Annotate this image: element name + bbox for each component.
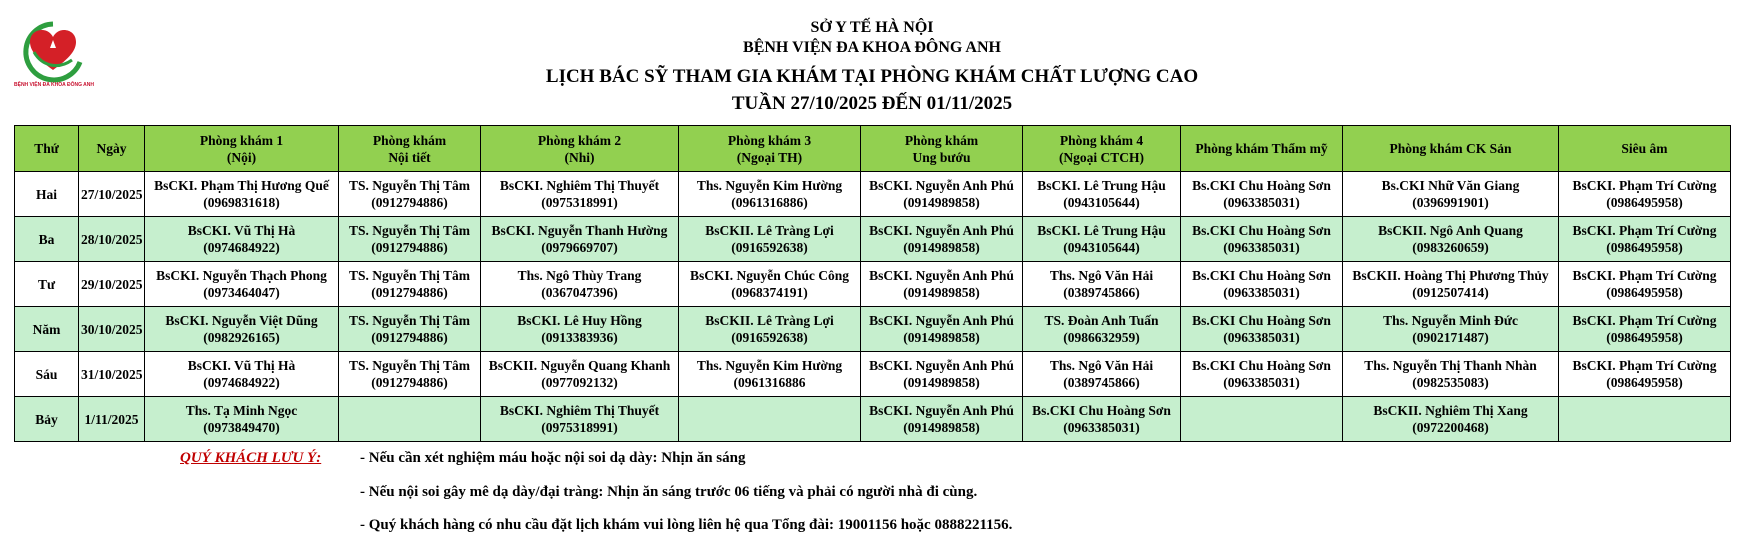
doctor-cell [1023,262,1181,307]
note-line-fasting: - Nếu cần xét nghiệm máu hoặc nội soi dạ dày: Nhịn ăn sáng [360,450,746,466]
weekday-cell: Ba [15,217,79,262]
doctor-cell [1181,172,1343,217]
doctor-cell [1023,352,1181,397]
table-row [15,352,1731,397]
doctor-phone: (0963385031) [1063,420,1140,435]
doctor-name: BsCKI. Nguyễn Việt Dũng [165,313,318,328]
doctor-phone: (0912794886) [371,195,448,210]
doctor-phone: (0963385031) [1223,375,1300,390]
column-header [339,126,481,172]
doctor-cell [1181,217,1343,262]
doctor-cell [1559,172,1731,217]
doctor-phone: (0912794886) [371,285,448,300]
doctor-cell [861,172,1023,217]
department-title: SỞ Y TẾ HÀ NỘI [810,19,934,36]
column-header [79,126,145,172]
doctor-phone: (0902171487) [1412,330,1489,345]
doctor-name: BsCKI. Nghiêm Thị Thuyết [499,403,660,418]
doctor-name: BsCKI. Nghiêm Thị Thuyết [499,178,660,193]
schedule-title: LỊCH BÁC SỸ THAM GIA KHÁM TẠI PHÒNG KHÁM CHẤT LƯỢNG CAO [545,66,1199,87]
doctor-cell [1559,262,1731,307]
doctor-name: BsCKI. Phạm Trí Cường [1572,268,1717,283]
column-header-title: Phòng khám CK Sản [1389,141,1512,156]
doctor-phone: (0982535083) [1412,375,1489,390]
doctor-name: Ths. Ngô Thùy Trang [517,268,642,283]
doctor-phone: (0986495958) [1606,330,1683,345]
doctor-phone: (0986632959) [1063,330,1140,345]
doctor-name: BsCKI. Phạm Thị Hương Quế [154,178,329,193]
column-header-title: Phòng khám 4 [1059,132,1144,148]
doctor-name: Ths. Nguyễn Kim Hường [696,358,843,373]
doctor-phone: (0969831618) [203,195,280,210]
doctor-phone: (0983260659) [1412,240,1489,255]
column-header-title: Phòng khám 2 [537,132,622,148]
doctor-name: BsCKI. Nguyễn Anh Phú [869,268,1014,283]
doctor-cell [145,172,339,217]
doctor-cell [861,217,1023,262]
doctor-cell [861,397,1023,442]
doctor-phone: (0973849470) [203,420,280,435]
doctor-name: BsCKI. Lê Trung Hậu [1037,223,1166,238]
column-header [1559,126,1731,172]
doctor-phone: (0961316886) [731,195,808,210]
doctor-name: Ths. Nguyễn Kim Hường [696,178,843,193]
doctor-cell [145,262,339,307]
column-header [1343,126,1559,172]
doctor-phone: (0914989858) [903,195,980,210]
table-row [15,262,1731,307]
doctor-schedule-table [14,125,1731,442]
doctor-phone: (0912794886) [371,330,448,345]
doctor-cell [679,307,861,352]
table-row [15,397,1731,442]
doctor-cell [339,172,481,217]
doctor-phone: (0389745866) [1063,285,1140,300]
doctor-cell [1023,217,1181,262]
column-header-title: Thứ [34,141,59,156]
doctor-cell [339,262,481,307]
weekday-cell: Sáu [15,352,79,397]
doctor-name: TS. Nguyễn Thị Tâm [348,223,471,238]
doctor-phone: (0912794886) [371,240,448,255]
table-header-row [15,126,1731,172]
column-header-subtitle: Ung bướu [912,149,971,165]
date-cell: 31/10/2025 [79,352,145,397]
doctor-cell [1343,397,1559,442]
column-header-title: Phòng khám 1 [199,132,284,148]
doctor-name: Bs.CKI Chu Hoàng Sơn [1192,268,1331,283]
doctor-cell [861,307,1023,352]
doctor-phone: (0968374191) [731,285,808,300]
doctor-phone: (0979669707) [541,240,618,255]
week-range: TUẦN 27/10/2025 ĐẾN 01/11/2025 [731,93,1013,114]
doctor-name: BsCKI. Nguyễn Chúc Công [689,268,850,283]
column-header [145,126,339,172]
doctor-name: TS. Đoàn Anh Tuấn [1044,313,1159,328]
doctor-cell [861,262,1023,307]
doctor-cell [679,217,861,262]
doctor-cell [861,352,1023,397]
doctor-phone: (0963385031) [1223,285,1300,300]
doctor-name: BsCKI. Vũ Thị Hà [187,223,296,238]
doctor-name: BsCKI. Lê Huy Hồng [517,313,642,328]
doctor-phone: (0916592638) [731,330,808,345]
doctor-cell [481,307,679,352]
doctor-phone: (0972200468) [1412,420,1489,435]
doctor-name: BsCKI. Lê Trung Hậu [1037,178,1166,193]
doctor-cell [481,397,679,442]
column-header-title: Phòng khám [904,132,979,148]
doctor-cell [1343,352,1559,397]
doctor-cell [679,397,861,442]
doctor-cell [1343,307,1559,352]
doctor-phone: (0914989858) [903,420,980,435]
doctor-phone: (0975318991) [541,420,618,435]
doctor-name: Ths. Ngô Văn Hải [1049,358,1154,373]
doctor-cell [339,352,481,397]
doctor-phone: (0396991901) [1412,195,1489,210]
column-header-subtitle: (Nhi) [564,149,595,165]
table-body [15,172,1731,442]
column-header-subtitle: (Ngoại TH) [736,149,803,165]
column-header-title: Siêu âm [1621,141,1668,156]
doctor-name: Bs.CKI Chu Hoàng Sơn [1192,178,1331,193]
column-header-title: Phòng khám 3 [727,132,812,148]
doctor-name: BsCKI. Nguyễn Anh Phú [869,313,1014,328]
doctor-phone: (0982926165) [203,330,280,345]
note-line-hotline: - Quý khách hàng có nhu cầu đặt lịch khám vui lòng liên hệ qua Tổng đài: 19001156 hoặc 0888221156. [360,517,1013,533]
doctor-phone: (0914989858) [903,330,980,345]
doctor-cell [481,217,679,262]
doctor-cell [1181,307,1343,352]
column-header-subtitle: (Ngoại CTCH) [1058,149,1145,165]
doctor-name: TS. Nguyễn Thị Tâm [348,358,471,373]
doctor-phone: (0916592638) [731,240,808,255]
date-cell: 30/10/2025 [79,307,145,352]
doctor-cell [1343,217,1559,262]
doctor-cell [145,217,339,262]
note-line-endoscopy: - Nếu nội soi gây mê dạ dày/đại tràng: Nhịn ăn sáng trước 06 tiếng và phải có người nhà đi cùng. [360,484,978,500]
doctor-name: BsCKII. Ngô Anh Quang [1378,223,1523,238]
doctor-name: BsCKI. Nguyễn Anh Phú [869,358,1014,373]
doctor-cell [339,397,481,442]
doctor-phone: (0963385031) [1223,240,1300,255]
doctor-phone: (0963385031) [1223,330,1300,345]
doctor-cell [145,307,339,352]
doctor-cell [1343,262,1559,307]
doctor-phone: (0914989858) [903,240,980,255]
doctor-name: Ths. Tạ Minh Ngọc [185,403,298,418]
doctor-phone: (0974684922) [203,375,280,390]
doctor-name: BsCKI. Nguyễn Anh Phú [869,403,1014,418]
doctor-phone: (0975318991) [541,195,618,210]
column-header [861,126,1023,172]
doctor-phone: (0914989858) [903,375,980,390]
column-header [481,126,679,172]
doctor-name: BsCKI. Nguyễn Anh Phú [869,178,1014,193]
doctor-name: BsCKI. Phạm Trí Cường [1572,313,1717,328]
date-cell: 27/10/2025 [79,172,145,217]
doctor-phone: (0912507414) [1412,285,1489,300]
doctor-cell [1559,352,1731,397]
date-cell: 28/10/2025 [79,217,145,262]
table-row [15,307,1731,352]
doctor-cell [1023,397,1181,442]
doctor-name: BsCKII. Hoàng Thị Phương Thủy [1352,268,1549,283]
column-header [679,126,861,172]
date-cell: 29/10/2025 [79,262,145,307]
doctor-name: Bs.CKI Chu Hoàng Sơn [1032,403,1171,418]
doctor-name: BsCKII. Lê Tràng Lợi [705,313,834,328]
doctor-phone: (0912794886) [371,375,448,390]
doctor-name: TS. Nguyễn Thị Tâm [348,313,471,328]
doctor-name: BsCKI. Nguyễn Thanh Hường [491,223,668,238]
doctor-phone: (0963385031) [1223,195,1300,210]
weekday-cell: Hai [15,172,79,217]
doctor-name: BsCKII. Lê Tràng Lợi [705,223,834,238]
column-header-subtitle: (Nội) [226,149,257,165]
column-header-title: Phòng khám [372,132,447,148]
doctor-name: BsCKI. Vũ Thị Hà [187,358,296,373]
table-row [15,172,1731,217]
doctor-phone: (0914989858) [903,285,980,300]
doctor-phone: (0986495958) [1606,195,1683,210]
table-row [15,217,1731,262]
doctor-name: TS. Nguyễn Thị Tâm [348,178,471,193]
doctor-phone: (0389745866) [1063,375,1140,390]
doctor-cell [1181,397,1343,442]
doctor-cell [1343,172,1559,217]
doctor-name: TS. Nguyễn Thị Tâm [348,268,471,283]
doctor-cell [679,352,861,397]
doctor-cell [1181,262,1343,307]
column-header [1181,126,1343,172]
doctor-cell [1559,307,1731,352]
doctor-cell [481,172,679,217]
column-header-subtitle: Nội tiết [388,149,431,165]
doctor-name: Bs.CKI Chu Hoàng Sơn [1192,358,1331,373]
doctor-cell [1023,172,1181,217]
doctor-cell [1181,352,1343,397]
doctor-cell [1559,397,1731,442]
doctor-cell [679,172,861,217]
doctor-name: Bs.CKI Chu Hoàng Sơn [1192,223,1331,238]
doctor-cell [481,352,679,397]
doctor-name: BsCKI. Phạm Trí Cường [1572,223,1717,238]
doctor-cell [1023,307,1181,352]
doctor-phone: (0943105644) [1063,240,1140,255]
doctor-phone: (0943105644) [1063,195,1140,210]
column-header-title: Ngày [96,141,127,156]
weekday-cell: Năm [15,307,79,352]
doctor-cell [339,217,481,262]
doctor-phone: (0913383936) [541,330,618,345]
doctor-name: BsCKII. Nghiêm Thị Xang [1373,403,1528,418]
doctor-phone: (0973464047) [203,285,280,300]
doctor-phone: (0977092132) [541,375,618,390]
doctor-phone: (0974684922) [203,240,280,255]
doctor-cell [145,397,339,442]
doctor-name: BsCKII. Nguyễn Quang Khanh [488,358,671,373]
doctor-name: BsCKI. Phạm Trí Cường [1572,358,1717,373]
doctor-cell [145,352,339,397]
hospital-name: BỆNH VIỆN ĐA KHOA ĐÔNG ANH [743,39,1001,56]
doctor-phone: (0986495958) [1606,375,1683,390]
column-header-title: Phòng khám Thẩm mỹ [1195,141,1328,156]
logo-caption: BỆNH VIỆN ĐA KHOA ĐÔNG ANH [14,82,95,88]
weekday-cell: Bảy [15,397,79,442]
doctor-cell [1559,217,1731,262]
doctor-phone: (0986495958) [1606,285,1683,300]
column-header [1023,126,1181,172]
doctor-cell [339,307,481,352]
doctor-name: BsCKI. Phạm Trí Cường [1572,178,1717,193]
doctor-name: Ths. Ngô Văn Hải [1049,268,1154,283]
doctor-name: Bs.CKI Chu Hoàng Sơn [1192,313,1331,328]
doctor-name: BsCKI. Nguyễn Anh Phú [869,223,1014,238]
column-header [15,126,79,172]
doctor-phone: (0986495958) [1606,240,1683,255]
doctor-cell [679,262,861,307]
doctor-name: BsCKI. Nguyễn Thạch Phong [156,268,327,283]
doctor-phone: (0961316886 [733,375,806,390]
doctor-cell [481,262,679,307]
weekday-cell: Tư [15,262,79,307]
date-cell: 1/11/2025 [79,397,145,442]
doctor-name: Bs.CKI Nhữ Văn Giang [1381,178,1520,193]
doctor-name: Ths. Nguyễn Thị Thanh Nhàn [1364,358,1537,373]
doctor-name: Ths. Nguyễn Minh Đức [1383,313,1518,328]
doctor-phone: (0367047396) [541,285,618,300]
notes-label: QUÝ KHÁCH LƯU Ý: [180,450,322,466]
